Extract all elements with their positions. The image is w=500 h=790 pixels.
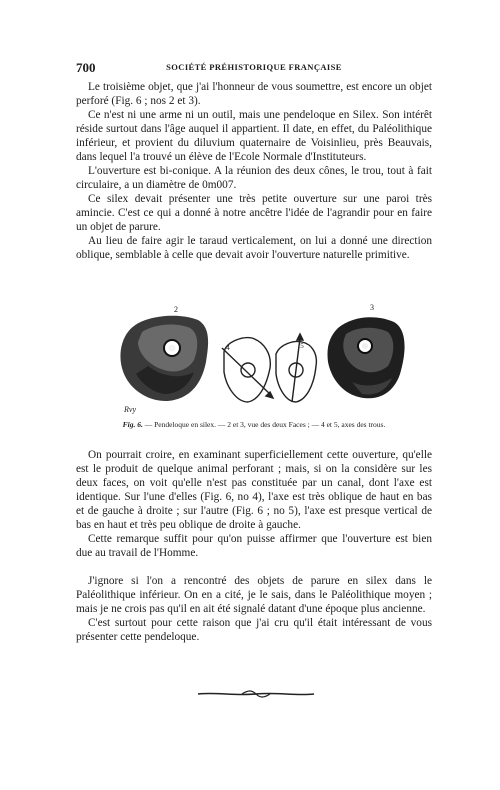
figure-label-5: 5: [300, 342, 304, 350]
text-block-top: [76, 80, 432, 262]
paragraph: Au lieu de faire agir le taraud verticalement, on lui a donné une direction oblique, semblable à celle que devait avoir l'ouverture naturelle primitive.: [76, 235, 432, 261]
paragraph: L'ouverture est bi-conique. A la réunion des deux cônes, le trou, tout à fait circulaire, a un diamètre de 0m007.: [76, 165, 432, 191]
page-number: 700: [76, 60, 96, 75]
text-block-bottom: [76, 448, 432, 644]
caption-text: — Pendeloque en silex. — 2 et 3, vue des deux Faces ; — 4 et 5, axes des trous.: [142, 420, 386, 429]
figure-caption: [76, 420, 432, 429]
paragraph: Cette remarque suffit pour qu'on puisse affirmer que l'ouverture est bien due au travail de l'Homme.: [76, 533, 432, 559]
pendant-face-2: [120, 316, 208, 401]
figure-label-3: 3: [370, 303, 374, 312]
figure-label-4: 4: [226, 344, 230, 352]
figure-6: [76, 296, 432, 428]
engraver-signature: Rvy: [124, 405, 136, 414]
end-ornament: [196, 688, 316, 700]
pendant-face-3: [327, 317, 404, 398]
paragraph: On pourrait croire, en examinant superficiellement cette ouverture, qu'elle est le produit de quelque animal perforant ; mais, si on la considère sur les deux faces, on voit qu'elle n'est pas constituée par un canal, dont l'axe est identique. Sur l'une d'elles (Fig. 6, no 4), l'axe est très oblique de haut en bas et de gauche à droite ; sur l'autre (Fig. 6 ; no 5), l'axe est presque vertical de bas en haut et très peu oblique de droite à gauche.: [76, 449, 432, 531]
figure-label-2: 2: [174, 305, 178, 314]
caption-figure-number: Fig. 6.: [122, 420, 143, 429]
axis-diagram-5: [276, 334, 316, 402]
paragraph: J'ignore si l'on a rencontré des objets de parure en silex dans le Paléolithique inférieur. On en a cité, je le sais, dans le Paléolithique moyen ; mais je ne crois pas qu'il en ait été signalé datant d'une époque plus ancienne.: [76, 575, 432, 615]
paragraph: Ce silex devait présenter une très petite ouverture sur une paroi très amincie. C'est ce qui a donné à notre ancêtre l'idée de l'agrandir pour en faire un objet de parure.: [76, 193, 432, 233]
figure-illustration: [76, 296, 432, 420]
page-header: [76, 60, 432, 76]
paragraph: C'est surtout pour cette raison que j'ai cru qu'il était intéressant de vous présenter cette pendeloque.: [76, 617, 432, 643]
paragraph: Le troisième objet, que j'ai l'honneur de vous soumettre, est encore un objet perforé (Fig. 6 ; nos 2 et 3).: [76, 81, 432, 107]
paragraph: Ce n'est ni une arme ni un outil, mais une pendeloque en Silex. Son intérêt réside surtout dans l'âge auquel il appartient. Il date, en effet, du Paléolithique inférieur, et provient du diluvium quaternaire de Voisinlieu, près Beauvais, dans lequel l'a trouvé un élève de l'Ecole Normale d'Instituteurs.: [76, 109, 432, 163]
running-head: SOCIÉTÉ PRÉHISTORIQUE FRANÇAISE: [166, 62, 342, 72]
